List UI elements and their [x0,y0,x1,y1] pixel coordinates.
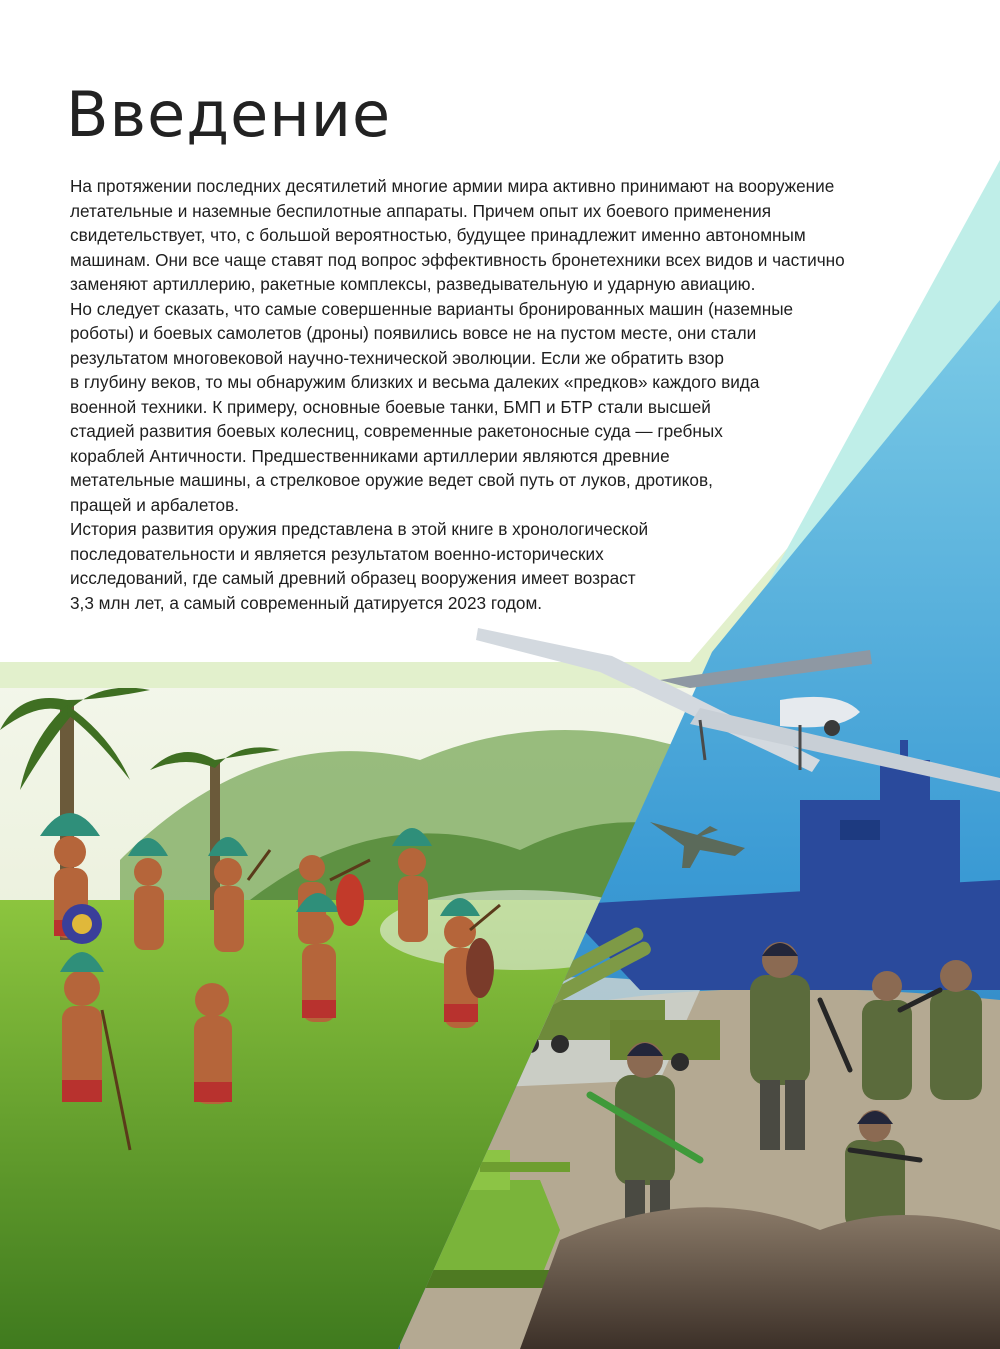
text-line: свидетельствует, что, с большой вероятностью, будущее принадлежит именно автономным [70,225,806,245]
text-line: результатом многовековой научно-технической эволюции. Если же обратить взор [70,347,724,368]
text-line: машинам. Они все чаще ставят под вопрос эффективность бронетехники всех видов и частично [70,249,845,270]
page-title: Введение [66,78,392,151]
text-line: роботы) и боевых самолетов (дроны) появились вовсе не на пустом месте, они стали [70,323,757,343]
text-line: метательные машины, а стрелковое оружие ведет свой путь от луков, дротиков, [70,470,713,490]
text-line: заменяют артиллерию, ракетные комплексы, разведывательную и ударную авиацию. [70,274,756,294]
text-line: кораблей Античности. Предшественниками артиллерии являются древние [70,445,670,466]
text-line: стадией развития боевых колесниц, современные ракетоносные суда — гребных [70,421,723,441]
text-line: военной техники. К примеру, основные боевые танки, БМП и БТР стали высшей [70,396,711,417]
text-line: пращей и арбалетов. [70,494,239,515]
text-line: 3,3 млн лет, а самый современный датируется 2023 годом. [70,592,543,613]
text-line: исследований, где самый древний образец вооружения имеет возраст [70,568,636,588]
text-line: летательные и наземные беспилотные аппараты. Причем опыт их боевого применения [70,200,772,221]
text-line: в глубину веков, то мы обнаружим близких и весьма далеких «предков» каждого вида [70,372,760,392]
text-line: Но следует сказать, что самые совершенные варианты бронированных машин (наземные [70,298,794,319]
text-line: История развития оружия представлена в этой книге в хронологической [70,519,649,539]
text-line: последовательности и является результатом военно-исторических [70,543,604,564]
intro-text [70,174,930,615]
text-line: На протяжении последних десятилетий многие армии мира активно принимают на вооружение [70,176,835,196]
